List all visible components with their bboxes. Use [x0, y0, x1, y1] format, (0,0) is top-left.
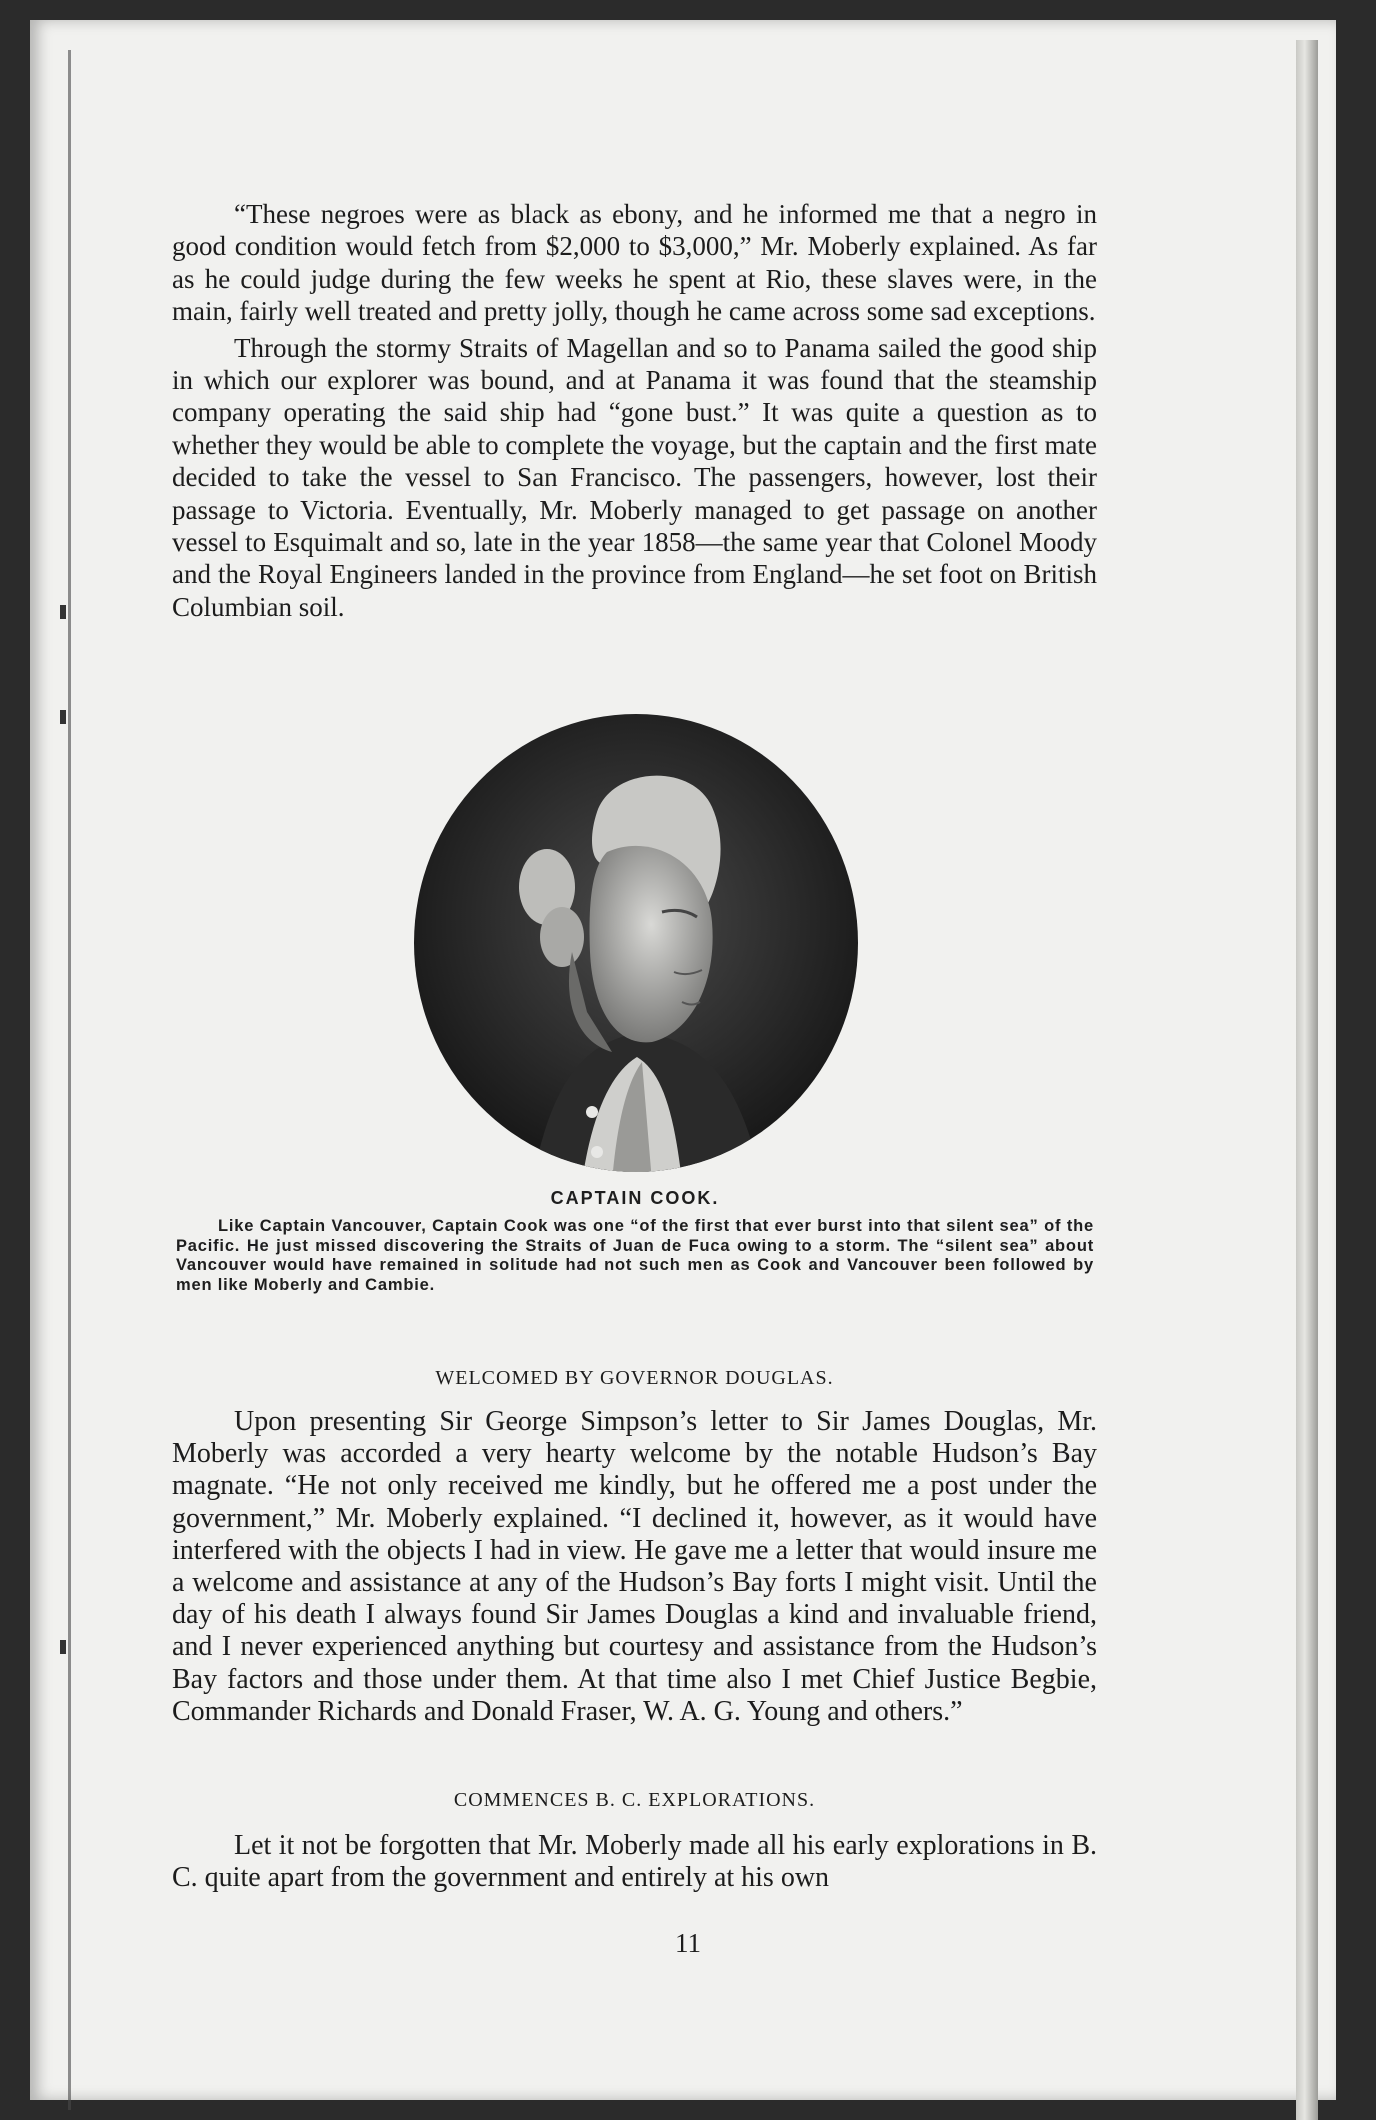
paragraph: Through the stormy Straits of Magellan and so to Panama sailed the good ship in which our explorer was bound, and at Panama it was found that the steamship company operating the said ship had “gone bust.” It was quite a question as to whether they would be able to complete the voyage, but the captain and the first mate decided to take the vessel to San Francisco. The passengers, however, lost their passage to Victoria. Eventually, Mr. Moberly managed to get passage on another vessel to Esquimalt and so, late in the year 1858—the same year that Colonel Moody and the Royal Engineers landed in the province from England—he set foot on British Columbian soil. [172, 332, 1097, 622]
body-text-bottom [172, 1830, 1097, 1894]
captain-cook-portrait [412, 712, 860, 1174]
body-text-middle [172, 1406, 1097, 1728]
paragraph: Upon presenting Sir George Simpson’s letter to Sir James Douglas, Mr. Moberly was accorded a very hearty welcome by the notable Hudson’s Bay magnate. “He not only received me kindly, but he offered me a post under the government,” Mr. Moberly explained. “I declined it, however, as it would have interfered with the objects I had in view. He gave me a letter that would insure me a welcome and assistance at any of the Hudson’s Bay forts I might visit. Until the day of his death I always found Sir James Douglas a kind and invaluable friend, and I never experienced anything but courtesy and assistance from the Hudson’s Bay factors and those under them. At that time also I met Chief Justice Begbie, Commander Richards and Donald Fraser, W. A. G. Young and others.” [172, 1406, 1097, 1727]
portrait-image [412, 712, 860, 1174]
edge-mark [60, 1640, 66, 1654]
portrait-caption [176, 1188, 1094, 1295]
body-text-top [172, 198, 1097, 623]
page-number: 11 [675, 1928, 701, 1958]
section-heading: WELCOMED BY GOVERNOR DOUGLAS. [435, 1367, 834, 1389]
edge-mark [60, 605, 66, 619]
binding-gutter [68, 50, 71, 2110]
paragraph: “These negroes were as black as ebony, and he informed me that a negro in good condition would fetch from $2,000 to $3,000,” Mr. Moberly explained. As far as he could judge during the few weeks he spent at Rio, these slaves were, in the main, fairly well treated and pretty jolly, though he came across some sad exceptions. [172, 199, 1097, 327]
caption-body: Like Captain Vancouver, Captain Cook was one “of the first that ever burst into that silent sea” of the Pacific. He just missed discovering the Straits of Juan de Fuca owing to a storm. The “silent sea” about Vancouver would have remained in solitude had not such men as Cook and Vancouver been followed by men like Moberly and Cambie. [176, 1217, 1094, 1294]
edge-mark [60, 710, 66, 724]
caption-title: CAPTAIN COOK. [550, 1188, 720, 1208]
paragraph: Let it not be forgotten that Mr. Moberly made all his early explorations in B. C. quite apart from the government and entirely at his own [172, 1830, 1097, 1894]
section-heading: COMMENCES B. C. EXPLORATIONS. [453, 1789, 816, 1811]
page-edge [1296, 40, 1318, 2120]
